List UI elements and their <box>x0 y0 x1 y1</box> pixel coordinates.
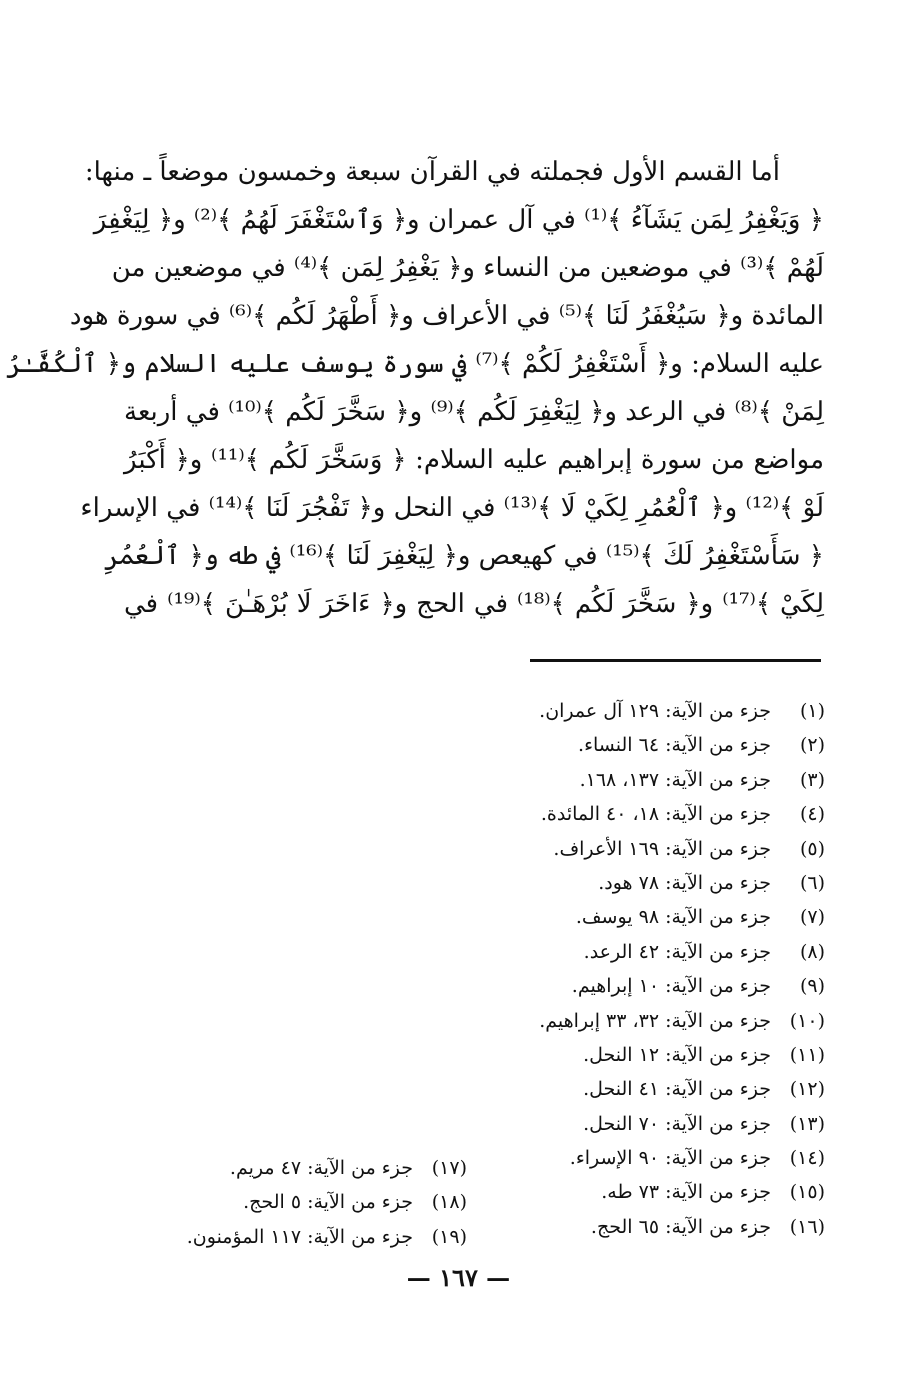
footnote-number: (١٥) <box>789 1181 825 1204</box>
footnote-number: (١٢) <box>789 1078 825 1101</box>
body-line: لِمَنْ ﴾⁽⁸⁾ في الرعد و﴿ لِيَغْفِرَ لَكُم ﴾⁽⁹⁾ و﴿ سَخَّرَ لَكُم ﴾⁽¹⁰⁾ في أربعة <box>124 397 824 427</box>
body-line: مواضع من سورة إبراهيم عليه السلام: ﴿ وَسَخَّرَ لَكُم ﴾⁽¹¹⁾ و﴿ أَكْبَرُ <box>124 445 824 475</box>
footnote-text: جزء من الآية: ٧٠ النحل. <box>583 1112 771 1135</box>
footnote-text: جزء من الآية: ٩٨ يوسف. <box>575 906 771 929</box>
footnote-text: جزء من الآية: ٤١ النحل. <box>583 1078 771 1101</box>
footnote-text: جزء من الآية: ١٦٩ الأعراف. <box>553 837 771 860</box>
footnote-item <box>465 1107 825 1141</box>
footnote-number: (٤) <box>799 803 825 826</box>
footnote-item <box>167 1185 467 1219</box>
footnote-number: (١) <box>799 700 825 722</box>
footnote-item <box>465 797 825 831</box>
footnote-item <box>465 900 825 934</box>
footnote-text: جزء من الآية: ٦٥ الحج. <box>590 1215 771 1238</box>
footnote-item <box>465 1141 825 1175</box>
page-number: — ١٦٧ — <box>406 1263 511 1292</box>
footnote-text: جزء من الآية: ١٣٧، ١٦٨. <box>579 768 771 791</box>
footnote-item <box>465 832 825 866</box>
footnote-text: جزء من الآية: ٧٣ طه. <box>601 1181 771 1204</box>
footnote-number: (٧) <box>799 906 825 929</box>
footnote-text: جزء من الآية: ١٢ النحل. <box>583 1043 771 1066</box>
footnote-text: جزء من الآية: ١٢٩ آل عمران. <box>539 700 771 722</box>
footnote-item <box>465 694 825 728</box>
footnote-text: جزء من الآية: ١٠ إبراهيم. <box>571 975 771 998</box>
footnote-number: (١٠) <box>789 1009 825 1032</box>
footnote-item <box>465 1004 825 1038</box>
footnote-text: جزء من الآية: ٥ الحج. <box>243 1191 413 1214</box>
footnote-number: (١٣) <box>789 1112 825 1135</box>
footnote-number: (١٤) <box>789 1147 825 1170</box>
body-line: لِكَيْ ﴾⁽¹⁷⁾ و﴿ سَخَّرَ لَكُم ﴾⁽¹⁸⁾ في الحج و﴿ ءَاخَرَ لَا بُرْهَـٰنَ ﴾⁽¹⁹⁾ في <box>124 589 825 619</box>
footnote-text: جزء من الآية: ٩٠ الإسراء. <box>569 1147 771 1170</box>
footnote-item <box>465 866 825 900</box>
footnote-item <box>465 969 825 1003</box>
body-line: لَوْ ﴾⁽¹²⁾ و﴿ ٱلْعُمُرِ لِكَيْ لَا ﴾⁽¹³⁾ في النحل و﴿ تَفْجُرَ لَنَا ﴾⁽¹⁴⁾ في الإسراء <box>80 493 824 523</box>
footnote-number: (٣) <box>799 768 825 791</box>
footnote-number: (١٧) <box>431 1157 467 1179</box>
footnotes-left-column <box>167 1151 467 1254</box>
footnote-text: جزء من الآية: ١١٧ المؤمنون. <box>186 1225 413 1248</box>
footnote-number: (١٩) <box>431 1225 467 1248</box>
footnote-item <box>167 1220 467 1254</box>
footnote-divider <box>530 659 821 662</box>
body-line: عليه السلام: و﴿ أَسْتَغْفِرُ لَكُمْ ﴾⁽⁷⁾ في سورة يوسف عليه السلام و﴿ ٱلْكُفَّـٰرُ <box>6 349 824 379</box>
footnote-number: (١٨) <box>431 1191 467 1214</box>
footnote-number: (٢) <box>799 734 825 757</box>
footnote-number: (٦) <box>799 871 825 894</box>
footnote-number: (١١) <box>789 1043 825 1066</box>
body-line: المائدة و﴿ سَيُغْفَرُ لَنَا ﴾⁽⁵⁾ في الأعراف و﴿ أَطْهَرُ لَكُم ﴾⁽⁶⁾ في سورة هود <box>69 301 824 331</box>
body-line: ﴿ سَأَسْتَغْفِرُ لَكَ ﴾⁽¹⁵⁾ في كهيعص و﴿ لِيَغْفِرَ لَنَا ﴾⁽¹⁶⁾ في طه و﴿ ٱلْعُمُرِ <box>104 541 824 571</box>
footnote-item <box>167 1151 467 1185</box>
footnote-number: (٩) <box>799 975 825 998</box>
footnote-item <box>465 1038 825 1072</box>
body-line: أما القسم الأول فجملته في القرآن سبعة وخمسون موضعاً ـ منها: <box>84 157 780 187</box>
footnote-text: جزء من الآية: ٣٢، ٣٣ إبراهيم. <box>539 1009 771 1032</box>
footnote-text: جزء من الآية: ٧٨ هود. <box>598 871 771 894</box>
footnote-text: جزء من الآية: ١٨، ٤٠ المائدة. <box>540 803 771 826</box>
footnote-item <box>465 1072 825 1106</box>
footnotes-right-column <box>465 694 825 1244</box>
footnote-item <box>465 935 825 969</box>
footnote-text: جزء من الآية: ٤٢ الرعد. <box>583 940 771 963</box>
footnote-item <box>465 1210 825 1244</box>
footnote-number: (٨) <box>799 940 825 963</box>
footnote-number: (١٦) <box>789 1215 825 1238</box>
body-line: ﴿ وَيَغْفِرُ لِمَن يَشَآءُ ﴾⁽¹⁾ في آل عمران و﴿ وَٱسْتَغْفَرَ لَهُمُ ﴾⁽²⁾ و﴿ لِيَغْفِرَ <box>93 205 824 235</box>
footnote-text: جزء من الآية: ٦٤ النساء. <box>578 734 771 757</box>
footnote-item <box>465 1175 825 1209</box>
footnote-item <box>465 763 825 797</box>
footnote-item <box>465 728 825 762</box>
body-line: لَهُمْ ﴾⁽³⁾ في موضعين من النساء و﴿ يَغْفِرُ لِمَن ﴾⁽⁴⁾ في موضعين من <box>111 253 824 283</box>
main-text <box>6 148 825 628</box>
footnote-text: جزء من الآية: ٤٧ مريم. <box>229 1157 413 1179</box>
footnote-number: (٥) <box>799 837 825 860</box>
